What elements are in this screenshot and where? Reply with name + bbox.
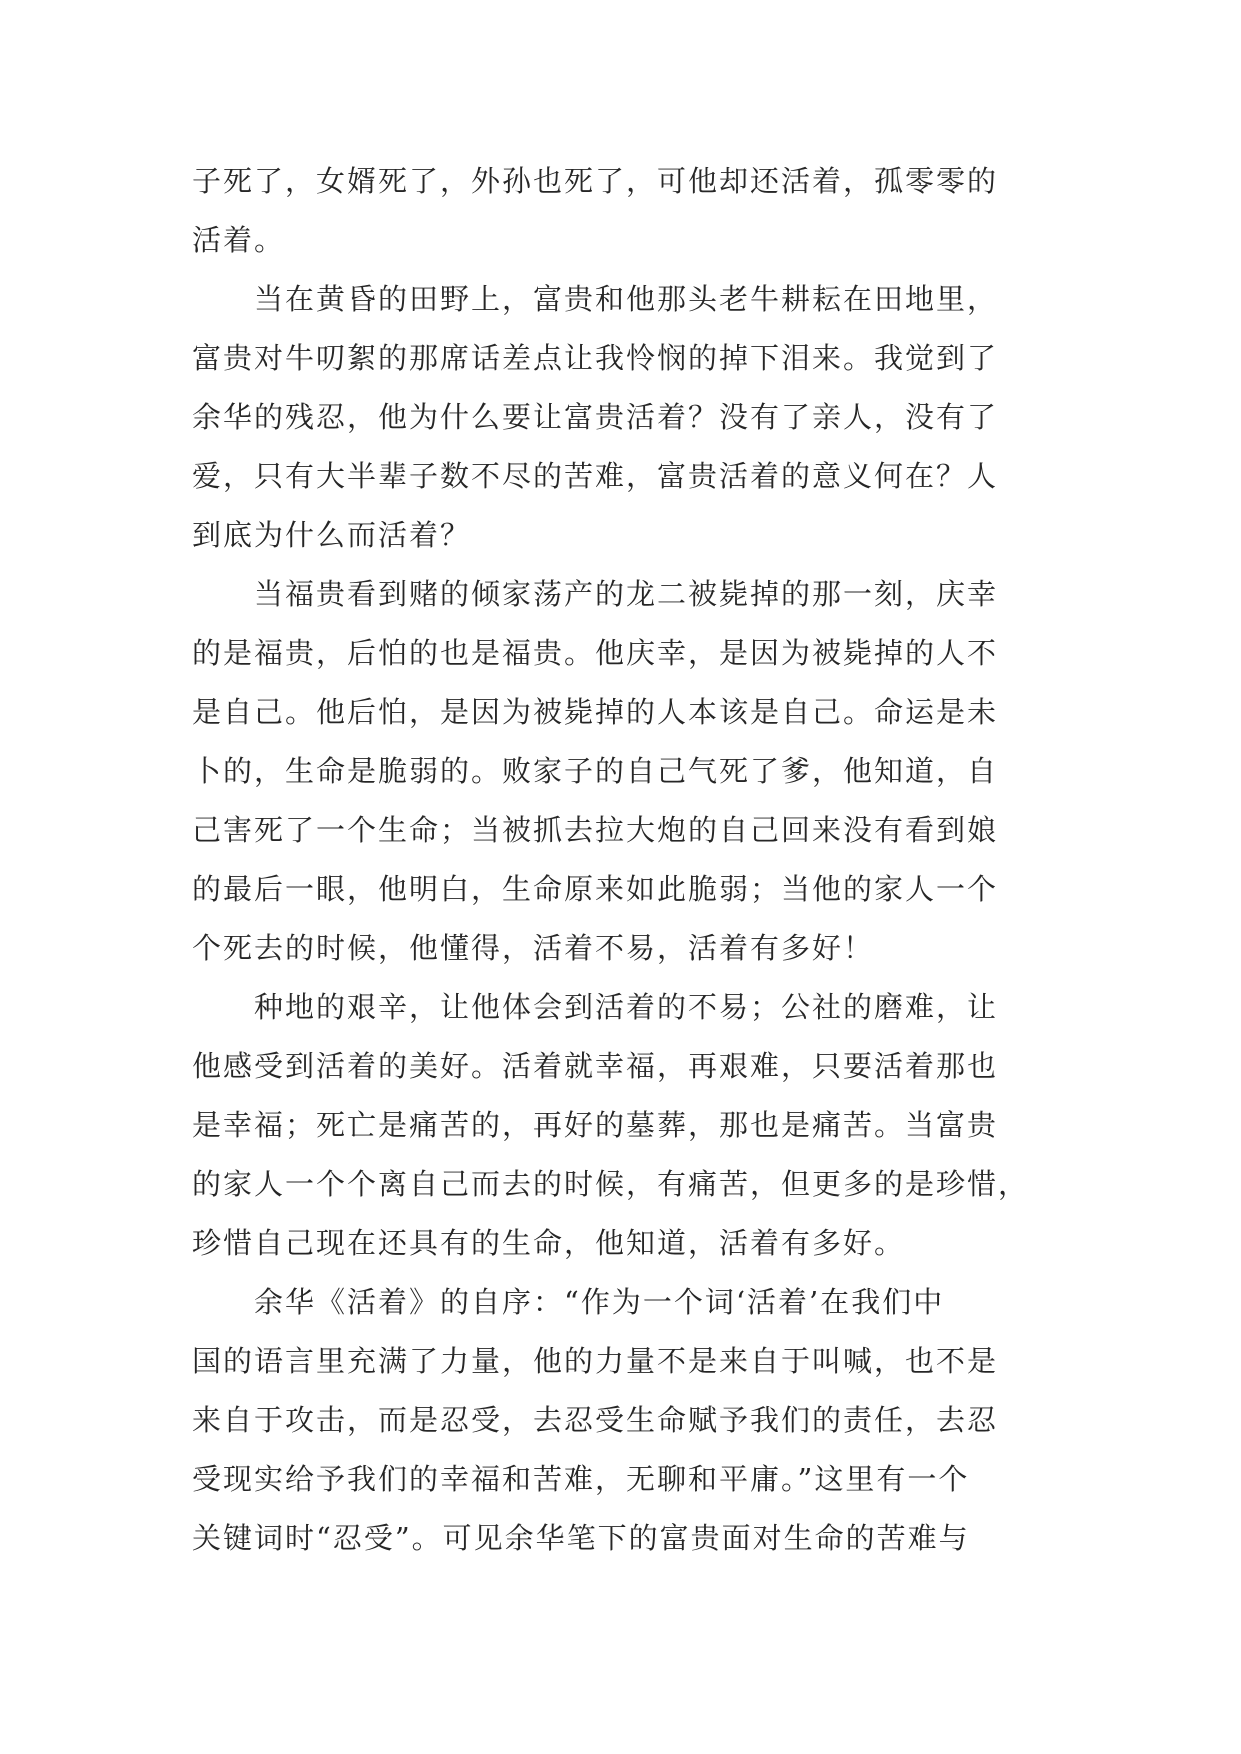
text-line: 余华的残忍，他为什么要让富贵活着？没有了亲人，没有了 (192, 400, 999, 434)
text-line: 爱，只有大半辈子数不尽的苦难，富贵活着的意义何在？人 (192, 459, 999, 493)
text-line: 来自于攻击，而是忍受，去忍受生命赋予我们的责任，去忍 (192, 1403, 999, 1437)
text-line: 的是福贵，后怕的也是福贵。他庆幸，是因为被毙掉的人不 (192, 636, 999, 670)
text-line: 的家人一个个离自己而去的时候，有痛苦，但更多的是珍惜， (192, 1167, 1030, 1201)
text-line: 个死去的时候，他懂得，活着不易，活着有多好！ (192, 931, 875, 965)
text-line: 是自己。他后怕，是因为被毙掉的人本该是自己。命运是未 (192, 695, 999, 729)
text-line: 当在黄昏的田野上，富贵和他那头老牛耕耘在田地里， (192, 282, 999, 316)
text-line: 的最后一眼，他明白，生命原来如此脆弱；当他的家人一个 (192, 872, 999, 906)
text-line: 珍惜自己现在还具有的生命，他知道，活着有多好。 (192, 1226, 906, 1260)
text-line: 余华《活着》的自序：“作为一个词‘活着’在我们中 (192, 1285, 945, 1319)
text-line: 子死了，女婿死了，外孙也死了，可他却还活着，孤零零的 (192, 164, 999, 198)
essay-text (192, 152, 1052, 1568)
text-line: 己害死了一个生命；当被抓去拉大炮的自己回来没有看到娘 (192, 813, 999, 847)
text-line: 富贵对牛叨絮的那席话差点让我怜悯的掉下泪来。我觉到了 (192, 341, 999, 375)
text-line: 他感受到活着的美好。活着就幸福，再艰难，只要活着那也 (192, 1049, 999, 1083)
text-line: 国的语言里充满了力量，他的力量不是来自于叫喊，也不是 (192, 1344, 999, 1378)
text-line: 卜的，生命是脆弱的。败家子的自己气死了爹，他知道，自 (192, 754, 999, 788)
text-line: 关键词时“忍受”。可见余华笔下的富贵面对生命的苦难与 (192, 1521, 970, 1555)
text-line: 活着。 (192, 223, 286, 257)
text-line: 是幸福；死亡是痛苦的，再好的墓葬，那也是痛苦。当富贵 (192, 1108, 999, 1142)
text-line: 到底为什么而活着？ (192, 518, 472, 552)
text-line: 种地的艰辛，让他体会到活着的不易；公社的磨难，让 (192, 990, 999, 1024)
text-line: 受现实给予我们的幸福和苦难，无聊和平庸。”这里有一个 (192, 1462, 970, 1496)
text-line: 当福贵看到赌的倾家荡产的龙二被毙掉的那一刻，庆幸 (192, 577, 999, 611)
